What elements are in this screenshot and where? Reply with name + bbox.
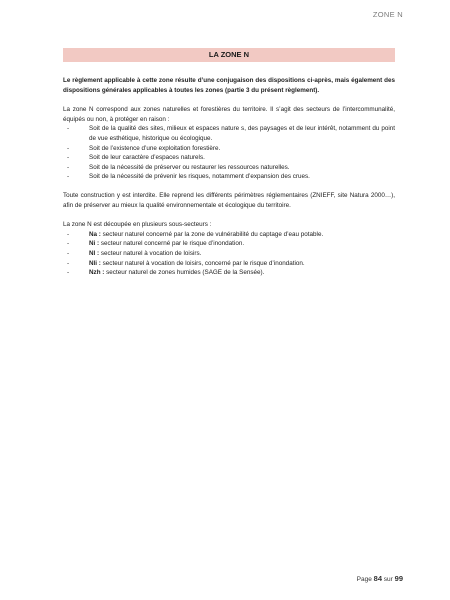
list-item: - Soit de la qualité des sites, milieux et espaces nature s, des paysages et de leur intérêt, notamment du point de vue esthétique, historique ou écologique.	[63, 124, 395, 143]
page-current: 84	[373, 574, 382, 583]
subsector-code: Nli :	[89, 259, 101, 267]
list-item: - Soit de l’existence d’une exploitation forestière.	[63, 144, 395, 154]
page-total: 99	[394, 574, 403, 583]
page-number	[357, 574, 403, 583]
subsector-code: Ni :	[89, 240, 100, 248]
protection-reasons-list	[63, 124, 395, 182]
list-item	[63, 239, 395, 249]
list-item	[63, 268, 395, 278]
list-item	[63, 230, 395, 240]
subsector-desc: secteur naturel de zones humides (SAGE de la Sensée).	[104, 269, 265, 277]
subsectors-section	[63, 220, 395, 278]
subsector-desc: secteur naturel à vocation de loisirs, concerné par le risque d’inondation.	[100, 259, 305, 267]
page-prefix: Page	[356, 576, 374, 583]
list-item	[63, 259, 395, 269]
subsector-code: Na :	[89, 230, 101, 238]
list-item	[63, 249, 395, 259]
subsectors-intro: La zone N est découpée en plusieurs sous-secteurs :	[63, 221, 212, 229]
construction-paragraph: Toute construction y est interdite. Elle reprend les différents périmètres réglementaires (ZNIEFF, site Natura 2000…), afin de préserver au mieux la qualité environnementale et écologique du territoire.	[63, 191, 395, 209]
subsector-desc: secteur naturel à vocation de loisirs.	[99, 249, 202, 257]
zone-description	[63, 105, 395, 182]
subsector-code: Nl :	[89, 249, 100, 257]
list-item: - Soit de la nécessité de préserver ou restaurer les ressources naturelles.	[63, 163, 395, 173]
subsector-desc: secteur naturel concerné par la zone de vulnérabilité du captage d’eau potable.	[100, 230, 324, 238]
document-body	[63, 76, 395, 278]
list-item: - Soit de la nécessité de prévenir les risques, notamment d’expansion des crues.	[63, 172, 395, 182]
page-separator: sur	[382, 576, 395, 583]
zone-description-text: La zone N correspond aux zones naturelles et forestières du territoire. Il s’agit des secteurs de l’intercommunalité, équipés ou non, à protéger en raison :	[63, 106, 395, 123]
list-item: - Soit de leur caractère d’espaces naturels.	[63, 153, 395, 163]
intro-paragraph: Le règlement applicable à cette zone résulte d’une conjugaison des dispositions ci-après, mais également des dispositions générales applicables à toutes les zones (partie 3 du présent règlement).	[63, 77, 395, 94]
subsector-desc: secteur naturel concerné par le risque d’inondation.	[99, 240, 245, 248]
subsector-code: Nzh :	[89, 269, 105, 277]
section-title: LA ZONE N	[63, 48, 395, 62]
subsectors-list	[63, 230, 395, 278]
zone-header-tag: ZONE N	[372, 10, 403, 19]
